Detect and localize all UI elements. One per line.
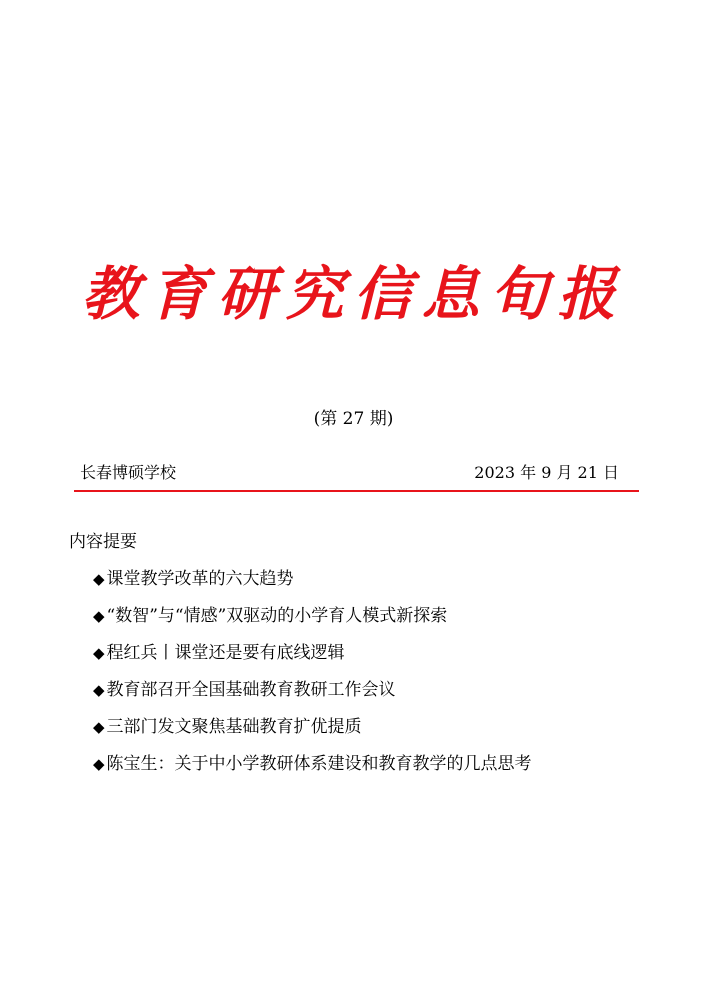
diamond-bullet-icon: ◆ (93, 644, 105, 662)
toc-item-label: 陈宝生：关于中小学教研体系建设和教育教学的几点思考 (106, 754, 532, 774)
toc-item (93, 679, 532, 716)
toc-item-label: 教育部召开全国基础教育教研工作会议 (106, 680, 396, 700)
diamond-bullet-icon: ◆ (93, 755, 105, 773)
toc-heading: 内容提要 (69, 532, 137, 552)
header-divider (74, 490, 639, 492)
diamond-bullet-icon: ◆ (93, 607, 105, 625)
toc-item-label: “数智”与“情感”双驱动的小学育人模式新探索 (106, 606, 448, 626)
school-name: 长春博硕学校 (80, 463, 177, 482)
toc-item (93, 716, 532, 753)
toc-item (93, 605, 532, 642)
header-line (74, 462, 639, 486)
diamond-bullet-icon: ◆ (93, 570, 105, 588)
toc-item-label: 三部门发文聚焦基础教育扩优提质 (106, 717, 362, 737)
issue-date: 2023 年 9 月 21 日 (474, 463, 619, 482)
toc-item (93, 568, 532, 605)
issue-number: (第 27 期) (313, 409, 394, 429)
toc-list (93, 568, 532, 790)
toc-item (93, 753, 532, 790)
toc-item-label: 课堂教学改革的六大趋势 (106, 569, 294, 589)
toc-item-label: 程红兵丨课堂还是要有底线逻辑 (106, 643, 345, 663)
diamond-bullet-icon: ◆ (93, 718, 105, 736)
masthead-title: 教育研究信息旬报 (81, 260, 626, 328)
toc-item (93, 642, 532, 679)
diamond-bullet-icon: ◆ (93, 681, 105, 699)
